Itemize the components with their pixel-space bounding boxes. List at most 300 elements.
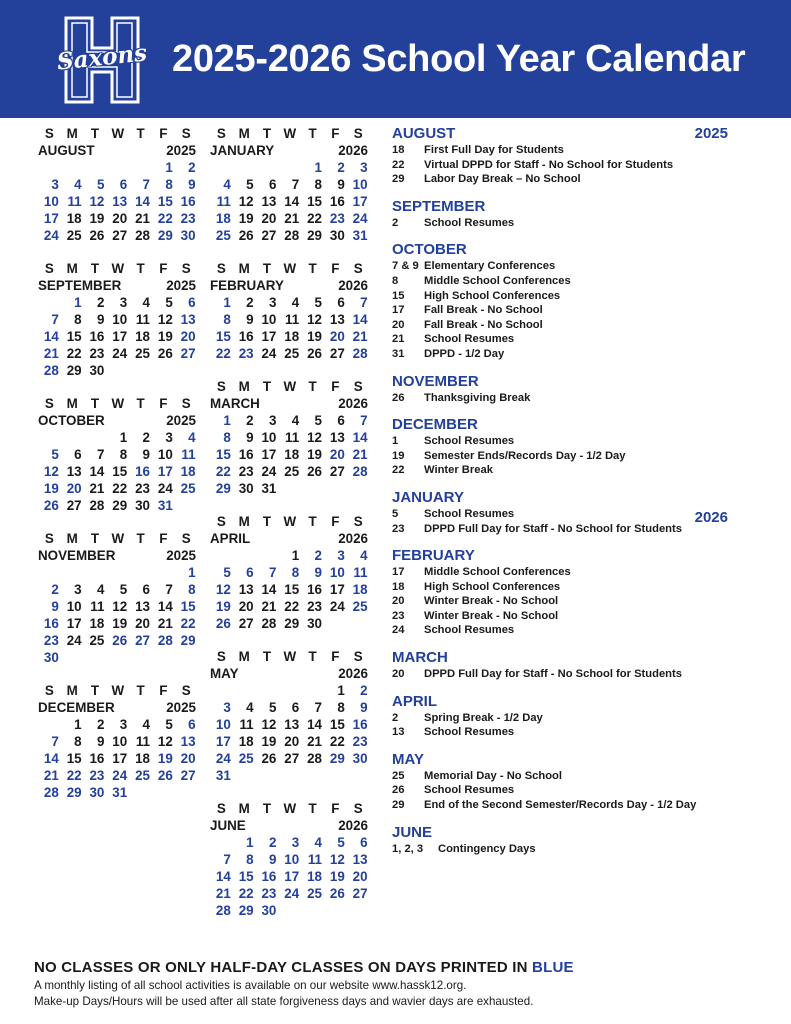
day-cell: 12 xyxy=(329,852,345,867)
day-cell: 23 xyxy=(307,599,322,614)
weekday-label: W xyxy=(111,126,125,141)
day-cell: 12 xyxy=(89,194,105,209)
event-row xyxy=(392,259,762,274)
event-description: Virtual DPPD for Staff - No School for Students xyxy=(424,158,674,171)
day-cell: 24 xyxy=(215,751,231,766)
day-cell xyxy=(256,159,279,176)
day-cell: 11 xyxy=(135,734,150,749)
day-cell: 29 xyxy=(329,751,345,766)
event-row xyxy=(392,449,762,464)
weekday-header xyxy=(38,530,198,547)
event-row xyxy=(392,143,762,158)
day-cell: 6 xyxy=(246,565,254,580)
day-cell: 22 xyxy=(180,616,196,631)
day-cell: 1 xyxy=(337,683,345,698)
day-cell: 29 xyxy=(180,633,196,648)
day-cell: 25 xyxy=(284,464,300,479)
day-cell: 8 xyxy=(119,447,128,462)
day-cell: 4 xyxy=(246,700,254,715)
month-header xyxy=(210,665,370,682)
event-day: 5 xyxy=(392,507,399,520)
weekday-label: T xyxy=(262,261,272,276)
day-cell xyxy=(210,159,233,176)
day-cell xyxy=(233,767,256,784)
month-name: APRIL xyxy=(210,531,251,546)
day-cell: 21 xyxy=(43,346,59,361)
event-description: High School Conferences xyxy=(424,580,561,593)
weekday-label: T xyxy=(308,514,317,529)
makeup-days-note: Make-up Days/Hours will be used after all state forgiveness days and wavier days are exhausted. xyxy=(34,995,534,1008)
day-cell: 19 xyxy=(307,329,322,344)
day-cell: 24 xyxy=(112,346,128,361)
day-cell: 2 xyxy=(246,295,254,310)
day-cell: 14 xyxy=(284,194,300,209)
day-cell: 7 xyxy=(51,312,59,327)
notice-text: NO CLASSES OR ONLY HALF-DAY CLASSES ON DAYS PRINTED IN xyxy=(34,959,528,976)
day-cell: 25 xyxy=(135,346,150,361)
day-cell: 20 xyxy=(112,211,128,226)
day-cell: 16 xyxy=(329,194,345,209)
weekday-label: F xyxy=(159,683,168,698)
day-cell: 21 xyxy=(307,734,322,749)
day-cell: 20 xyxy=(352,869,368,884)
day-cell xyxy=(256,767,279,784)
day-cell: 1 xyxy=(165,160,173,175)
day-cell: 28 xyxy=(43,363,59,378)
week-row xyxy=(38,750,198,767)
day-cell: 14 xyxy=(352,312,368,327)
day-cell: 28 xyxy=(43,785,59,800)
weekday-label: T xyxy=(90,396,100,411)
day-cell: 1 xyxy=(74,295,82,310)
event-month-section xyxy=(392,824,762,857)
weekday-label: S xyxy=(44,396,54,411)
day-cell: 1 xyxy=(223,413,231,428)
day-cell: 15 xyxy=(329,717,345,732)
blue-days-notice xyxy=(34,958,754,978)
day-cell: 25 xyxy=(284,346,300,361)
day-cell: 25 xyxy=(66,228,82,243)
week-row xyxy=(38,564,198,581)
day-cell: 27 xyxy=(329,346,345,361)
day-cell xyxy=(106,564,129,581)
day-cell: 22 xyxy=(215,464,231,479)
weekday-label: M xyxy=(238,801,250,816)
weekday-label: S xyxy=(44,683,54,698)
day-cell: 26 xyxy=(157,768,173,783)
day-cell: 18 xyxy=(180,464,196,479)
event-month-title: AUGUST xyxy=(392,125,456,142)
day-cell: 27 xyxy=(352,886,368,901)
event-description: End of the Second Semester/Records Day - 1/2 Day xyxy=(424,799,697,812)
day-cell: 10 xyxy=(157,447,173,462)
day-cell: 14 xyxy=(157,599,173,614)
day-cell: 20 xyxy=(284,734,300,749)
event-day: 18 xyxy=(392,580,405,593)
month-header xyxy=(38,142,198,159)
event-row xyxy=(392,318,762,333)
weekday-label: F xyxy=(159,126,168,141)
month-header xyxy=(38,277,198,294)
day-cell xyxy=(256,547,279,564)
day-cell: 28 xyxy=(352,346,368,361)
event-day: 17 xyxy=(392,566,405,579)
month-year: 2025 xyxy=(166,143,196,158)
day-cell: 4 xyxy=(314,835,322,850)
day-cell: 13 xyxy=(329,312,345,327)
day-cell: 30 xyxy=(238,481,254,496)
week-row xyxy=(210,615,370,632)
day-cell: 9 xyxy=(142,447,150,462)
day-cell xyxy=(175,497,198,514)
event-row xyxy=(392,609,762,624)
week-row xyxy=(210,902,370,919)
day-cell xyxy=(175,362,198,379)
day-cell: 20 xyxy=(180,329,196,344)
week-row xyxy=(210,564,370,581)
day-cell: 17 xyxy=(215,734,231,749)
weekday-label: T xyxy=(308,126,317,141)
weekday-label: F xyxy=(159,396,168,411)
week-row xyxy=(210,851,370,868)
weekday-header xyxy=(210,648,370,665)
year-label-2025: 2025 xyxy=(694,125,728,142)
header-banner xyxy=(0,0,791,118)
event-day: 26 xyxy=(392,784,405,797)
day-cell: 20 xyxy=(135,616,150,631)
event-row xyxy=(392,711,762,726)
weekday-label: M xyxy=(238,514,250,529)
day-cell: 9 xyxy=(360,700,368,715)
day-cell: 23 xyxy=(261,886,277,901)
day-cell: 13 xyxy=(112,194,128,209)
event-day: 18 xyxy=(392,144,405,156)
event-month-title: JANUARY xyxy=(392,488,464,506)
event-row xyxy=(392,769,762,784)
day-cell: 17 xyxy=(352,194,368,209)
day-cell: 1 xyxy=(291,548,300,563)
day-cell: 5 xyxy=(337,835,345,850)
week-row xyxy=(38,581,198,598)
day-cell: 23 xyxy=(43,633,59,648)
weekday-label: M xyxy=(66,261,78,276)
event-month-title: FEBRUARY xyxy=(392,547,475,565)
month-name: AUGUST xyxy=(38,143,95,158)
day-cell: 8 xyxy=(246,852,254,867)
day-cell: 24 xyxy=(261,464,277,479)
day-cell: 7 xyxy=(291,177,300,192)
day-cell: 23 xyxy=(352,734,368,749)
day-cell: 6 xyxy=(74,447,82,462)
day-cell: 10 xyxy=(215,717,231,732)
event-description: School Resumes xyxy=(424,784,515,797)
month-year: 2025 xyxy=(166,700,196,715)
day-cell xyxy=(61,564,84,581)
day-cell: 3 xyxy=(74,582,82,597)
day-cell: 18 xyxy=(352,582,368,597)
event-row xyxy=(392,667,762,682)
day-cell: 16 xyxy=(238,329,254,344)
event-month-section xyxy=(392,693,762,740)
day-cell: 2 xyxy=(246,413,254,428)
week-row xyxy=(38,176,198,193)
day-cell: 26 xyxy=(261,751,277,766)
day-cell: 25 xyxy=(215,228,231,243)
weekday-label: W xyxy=(111,261,125,276)
event-month-section xyxy=(392,649,762,682)
day-cell xyxy=(129,362,152,379)
day-cell: 17 xyxy=(112,329,128,344)
event-row xyxy=(392,216,762,231)
weekday-label: T xyxy=(90,531,100,546)
day-cell: 20 xyxy=(180,751,196,766)
weekday-label: T xyxy=(90,126,100,141)
weekday-label: T xyxy=(308,649,317,664)
event-row xyxy=(392,303,762,318)
week-row xyxy=(210,345,370,362)
day-cell: 8 xyxy=(165,177,173,192)
year-label-2026: 2026 xyxy=(694,509,728,526)
month-name: NOVEMBER xyxy=(38,548,116,563)
month-header xyxy=(210,395,370,412)
day-cell: 30 xyxy=(43,650,59,665)
event-day: 21 xyxy=(392,333,405,346)
day-cell: 2 xyxy=(314,548,322,563)
event-day: 19 xyxy=(392,449,405,462)
day-cell xyxy=(278,159,301,176)
week-row xyxy=(38,294,198,311)
day-cell xyxy=(233,547,256,564)
day-cell: 18 xyxy=(238,734,254,749)
month-calendar xyxy=(38,395,198,514)
day-cell: 15 xyxy=(238,869,254,884)
event-description: Winter Break - No School xyxy=(424,609,559,622)
day-cell: 10 xyxy=(261,312,277,327)
day-cell: 25 xyxy=(307,886,322,901)
event-month-section xyxy=(392,241,762,361)
day-cell: 13 xyxy=(261,194,277,209)
weekday-label: T xyxy=(90,683,100,698)
day-cell: 25 xyxy=(238,751,254,766)
weekday-label: T xyxy=(308,261,317,276)
weekday-label: S xyxy=(353,801,363,816)
day-cell: 6 xyxy=(188,717,196,732)
day-cell xyxy=(278,767,301,784)
day-cell: 15 xyxy=(180,599,196,614)
day-cell: 8 xyxy=(314,177,322,192)
weekday-label: W xyxy=(111,396,125,411)
month-header xyxy=(38,547,198,564)
day-cell: 12 xyxy=(157,312,173,327)
day-cell: 23 xyxy=(329,211,345,226)
day-cell: 10 xyxy=(112,734,128,749)
weekday-label: F xyxy=(331,801,340,816)
day-cell: 12 xyxy=(307,430,322,445)
day-cell: 8 xyxy=(337,700,345,715)
day-cell: 1 xyxy=(74,717,82,732)
weekday-label: T xyxy=(308,379,317,394)
month-header xyxy=(210,530,370,547)
event-month-title: SEPTEMBER xyxy=(392,197,486,215)
weekday-label: S xyxy=(44,261,54,276)
weekday-label: T xyxy=(136,683,145,698)
day-cell: 26 xyxy=(307,464,322,479)
day-cell xyxy=(106,362,129,379)
day-cell: 8 xyxy=(188,582,196,597)
day-cell: 2 xyxy=(96,717,105,732)
day-cell: 2 xyxy=(96,295,105,310)
month-calendar xyxy=(38,260,198,379)
day-cell: 1 xyxy=(246,835,254,850)
weekday-label: W xyxy=(111,531,125,546)
day-cell: 27 xyxy=(238,616,254,631)
day-cell: 31 xyxy=(157,498,173,513)
event-row xyxy=(392,798,762,813)
day-cell: 4 xyxy=(142,717,150,732)
day-cell: 11 xyxy=(181,447,196,462)
footer xyxy=(34,958,754,1010)
day-cell: 24 xyxy=(261,346,277,361)
day-cell: 27 xyxy=(284,751,300,766)
day-cell: 26 xyxy=(89,228,105,243)
event-row xyxy=(392,391,762,406)
month-name: OCTOBER xyxy=(38,413,105,428)
month-calendar xyxy=(210,648,370,784)
day-cell: 24 xyxy=(43,228,59,243)
day-cell: 10 xyxy=(261,430,277,445)
day-cell: 29 xyxy=(66,363,82,378)
event-month-title: MAY xyxy=(392,750,424,768)
day-cell: 31 xyxy=(352,228,368,243)
day-cell: 29 xyxy=(157,228,173,243)
week-row xyxy=(210,311,370,328)
day-cell: 24 xyxy=(284,886,300,901)
day-cell: 22 xyxy=(215,346,231,361)
month-name: SEPTEMBER xyxy=(38,278,122,293)
event-description: Elementary Conferences xyxy=(424,260,556,273)
week-row xyxy=(210,868,370,885)
day-cell: 28 xyxy=(135,228,150,243)
week-row xyxy=(38,784,198,801)
day-cell: 3 xyxy=(268,413,277,428)
day-cell: 12 xyxy=(43,464,59,479)
day-cell: 12 xyxy=(261,717,277,732)
week-row xyxy=(38,159,198,176)
event-row xyxy=(392,594,762,609)
day-cell: 14 xyxy=(135,194,150,209)
event-description: Fall Break - No School xyxy=(424,304,543,317)
weekday-label: S xyxy=(44,531,54,546)
day-cell: 24 xyxy=(352,211,368,226)
weekday-label: M xyxy=(238,261,250,276)
event-row xyxy=(392,565,762,580)
day-cell: 5 xyxy=(119,582,128,597)
week-row xyxy=(38,429,198,446)
day-cell: 14 xyxy=(43,329,59,344)
month-header xyxy=(210,277,370,294)
day-cell: 12 xyxy=(157,734,173,749)
event-description: Winter Break xyxy=(424,464,493,477)
month-name: DECEMBER xyxy=(38,700,115,715)
day-cell: 7 xyxy=(96,447,105,462)
day-cell: 17 xyxy=(66,616,82,631)
day-cell: 6 xyxy=(142,582,150,597)
day-cell: 28 xyxy=(215,903,231,918)
week-row xyxy=(210,227,370,244)
weekday-label: S xyxy=(181,683,191,698)
month-calendar xyxy=(210,125,370,244)
day-cell: 16 xyxy=(180,194,196,209)
event-description: DPPD Full Day for Staff - No School for Students xyxy=(424,668,682,681)
day-cell: 27 xyxy=(180,768,196,783)
day-cell: 7 xyxy=(165,582,173,597)
week-row xyxy=(210,176,370,193)
day-cell: 7 xyxy=(223,852,231,867)
day-cell: 12 xyxy=(215,582,231,597)
day-cell: 9 xyxy=(96,312,105,327)
day-cell: 6 xyxy=(119,177,128,192)
week-row xyxy=(38,767,198,784)
weekday-header xyxy=(210,378,370,395)
day-cell: 9 xyxy=(96,734,105,749)
day-cell xyxy=(38,716,61,733)
month-year: 2025 xyxy=(166,278,196,293)
month-name: MAY xyxy=(210,666,239,681)
event-row xyxy=(392,463,762,478)
event-description: Middle School Conferences xyxy=(424,274,571,287)
day-cell: 10 xyxy=(352,177,368,192)
event-month-section xyxy=(392,198,762,231)
day-cell: 15 xyxy=(307,194,322,209)
day-cell: 16 xyxy=(89,329,105,344)
weekday-label: S xyxy=(181,531,191,546)
day-cell: 27 xyxy=(180,346,196,361)
day-cell: 6 xyxy=(360,835,368,850)
weekday-label: W xyxy=(283,261,297,276)
day-cell: 26 xyxy=(43,498,59,513)
day-cell xyxy=(301,682,324,699)
day-cell: 3 xyxy=(51,177,59,192)
day-cell: 22 xyxy=(284,599,300,614)
day-cell: 4 xyxy=(188,430,196,445)
week-row xyxy=(38,649,198,666)
week-row xyxy=(210,159,370,176)
week-row xyxy=(38,345,198,362)
day-cell: 11 xyxy=(90,599,105,614)
day-cell: 22 xyxy=(157,211,173,226)
event-month-title: JUNE xyxy=(392,823,433,841)
day-cell: 9 xyxy=(51,599,59,614)
event-day: 20 xyxy=(392,668,405,681)
weekday-label: T xyxy=(262,649,272,664)
day-cell: 4 xyxy=(96,582,105,597)
month-year: 2026 xyxy=(338,666,368,681)
event-day: 23 xyxy=(392,522,405,535)
weekday-label: S xyxy=(353,514,363,529)
day-cell: 7 xyxy=(142,177,150,192)
day-cell: 13 xyxy=(329,430,345,445)
weekday-label: S xyxy=(353,649,363,664)
weekday-label: M xyxy=(238,379,250,394)
month-calendar xyxy=(210,378,370,497)
day-cell: 13 xyxy=(238,582,254,597)
day-cell: 12 xyxy=(112,599,128,614)
event-month-section xyxy=(392,547,762,638)
weekday-label: T xyxy=(136,261,145,276)
day-cell: 31 xyxy=(215,768,231,783)
day-cell: 14 xyxy=(307,717,322,732)
week-row xyxy=(210,294,370,311)
